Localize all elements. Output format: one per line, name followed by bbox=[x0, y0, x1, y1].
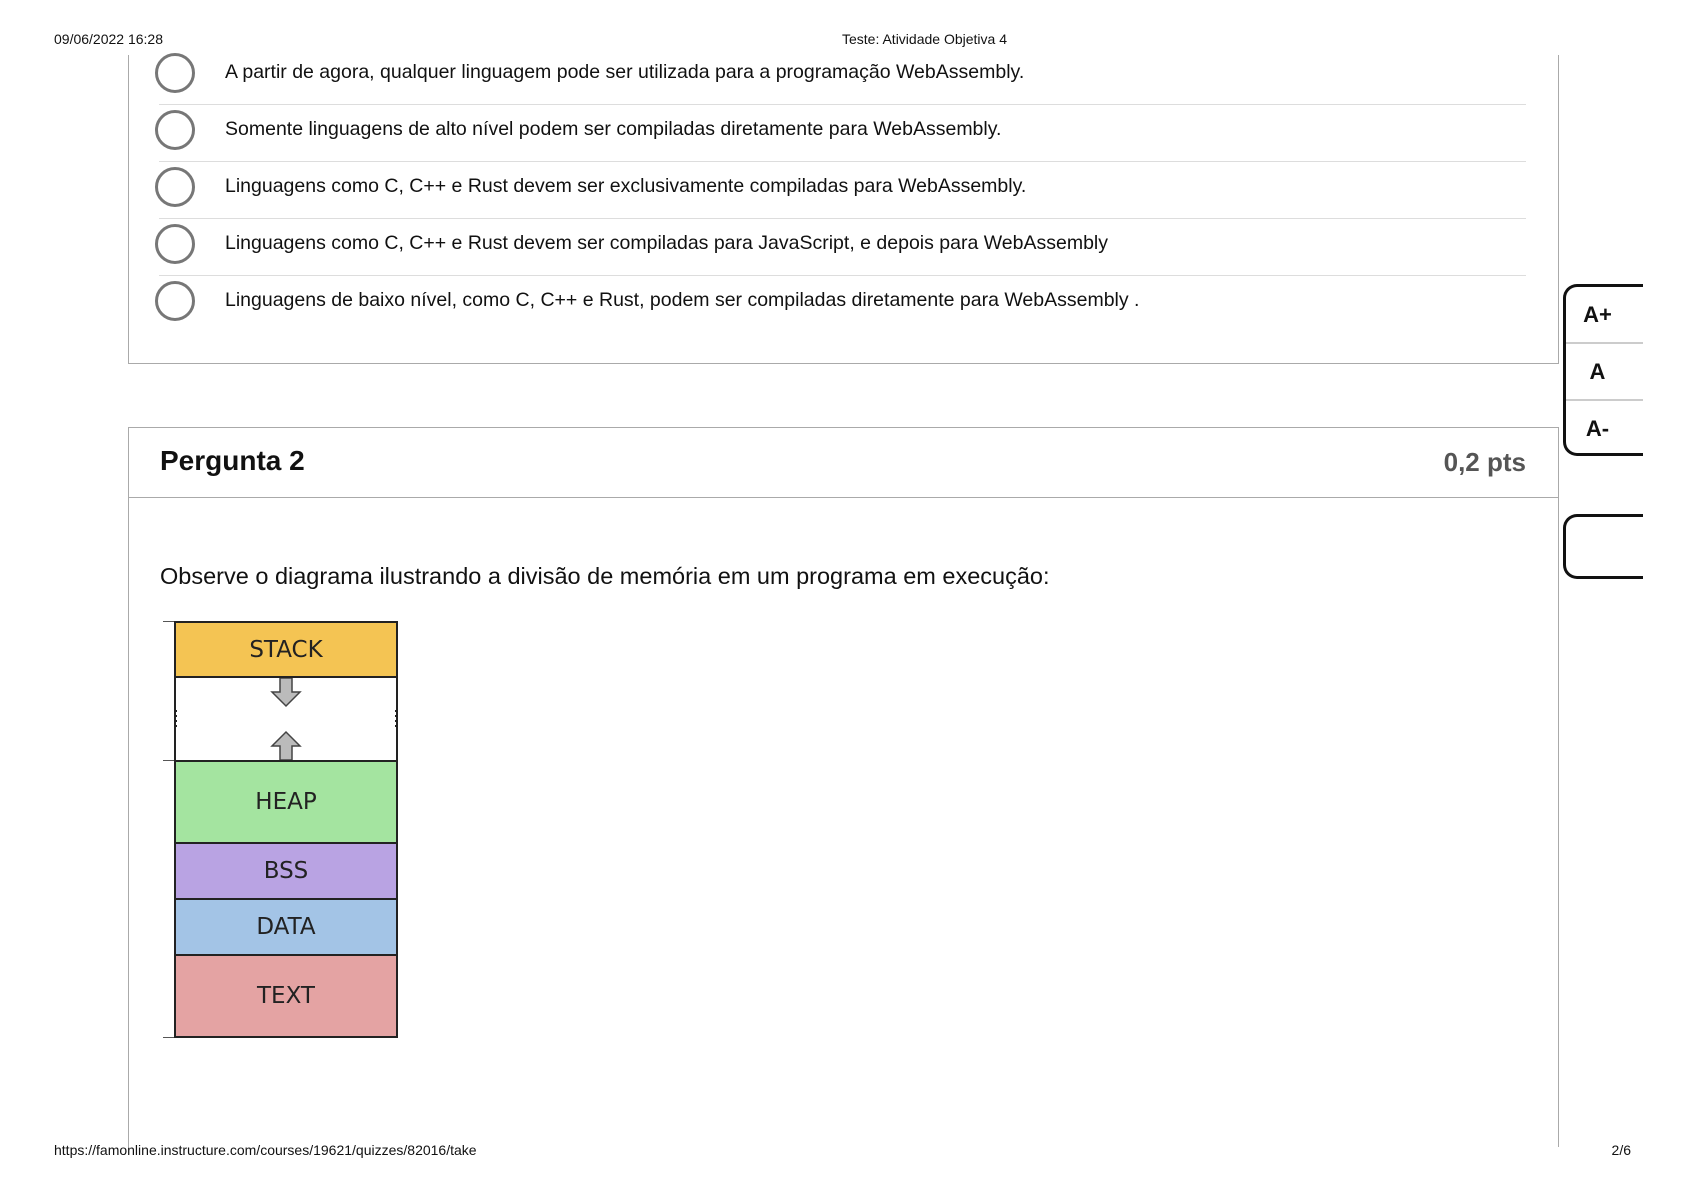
answer-option[interactable] bbox=[159, 275, 1526, 332]
side-panel-button[interactable] bbox=[1563, 514, 1643, 579]
arrow-up-icon bbox=[272, 732, 300, 760]
segment-text: TEXT bbox=[174, 954, 398, 1038]
option-label: Linguagens como C, C++ e Rust devem ser compiladas para JavaScript, e depois para WebAssembly bbox=[225, 232, 1109, 254]
answer-option[interactable] bbox=[159, 104, 1526, 162]
question-points: 0,2 pts bbox=[1443, 447, 1526, 477]
radio-button[interactable] bbox=[155, 224, 195, 264]
answer-option[interactable] bbox=[159, 218, 1526, 276]
radio-button[interactable] bbox=[155, 110, 195, 150]
option-label: A partir de agora, qualquer linguagem pode ser utilizada para a programação WebAssembly. bbox=[225, 61, 1025, 83]
question-title: Pergunta 2 bbox=[160, 445, 305, 476]
decrease-font-button[interactable]: A- bbox=[1566, 399, 1643, 456]
tick-mark bbox=[163, 1037, 174, 1038]
segment-bss: BSS bbox=[174, 842, 398, 900]
tick-mark bbox=[163, 621, 174, 622]
font-size-panel bbox=[1563, 284, 1643, 456]
radio-button[interactable] bbox=[155, 281, 195, 321]
print-datetime: 09/06/2022 16:28 bbox=[54, 31, 163, 47]
answer-option[interactable] bbox=[159, 161, 1526, 219]
free-space bbox=[174, 678, 398, 760]
reset-font-button[interactable]: A bbox=[1566, 342, 1643, 399]
page-number: 2/6 bbox=[1611, 1142, 1631, 1158]
segment-heap: HEAP bbox=[174, 760, 398, 844]
radio-button[interactable] bbox=[155, 167, 195, 207]
print-url: https://famonline.instructure.com/courses/19621/quizzes/82016/take bbox=[54, 1142, 477, 1158]
radio-button[interactable] bbox=[155, 53, 195, 93]
option-label: Linguagens como C, C++ e Rust devem ser exclusivamente compiladas para WebAssembly. bbox=[225, 175, 1027, 197]
segment-data: DATA bbox=[174, 898, 398, 956]
tick-mark bbox=[163, 760, 174, 761]
option-label: Somente linguagens de alto nível podem ser compiladas diretamente para WebAssembly. bbox=[225, 118, 1002, 140]
option-label: Linguagens de baixo nível, como C, C++ e Rust, podem ser compiladas diretamente para WebAssembly . bbox=[225, 289, 1140, 311]
question-header bbox=[129, 428, 1558, 498]
question-text: Observe o diagrama ilustrando a divisão de memória em um programa em execução: bbox=[160, 563, 1050, 589]
segment-stack: STACK bbox=[174, 621, 398, 678]
arrow-down-icon bbox=[272, 678, 300, 706]
print-title: Teste: Atividade Objetiva 4 bbox=[842, 31, 1007, 47]
increase-font-button[interactable]: A+ bbox=[1583, 301, 1612, 327]
answer-option[interactable] bbox=[159, 47, 1526, 105]
